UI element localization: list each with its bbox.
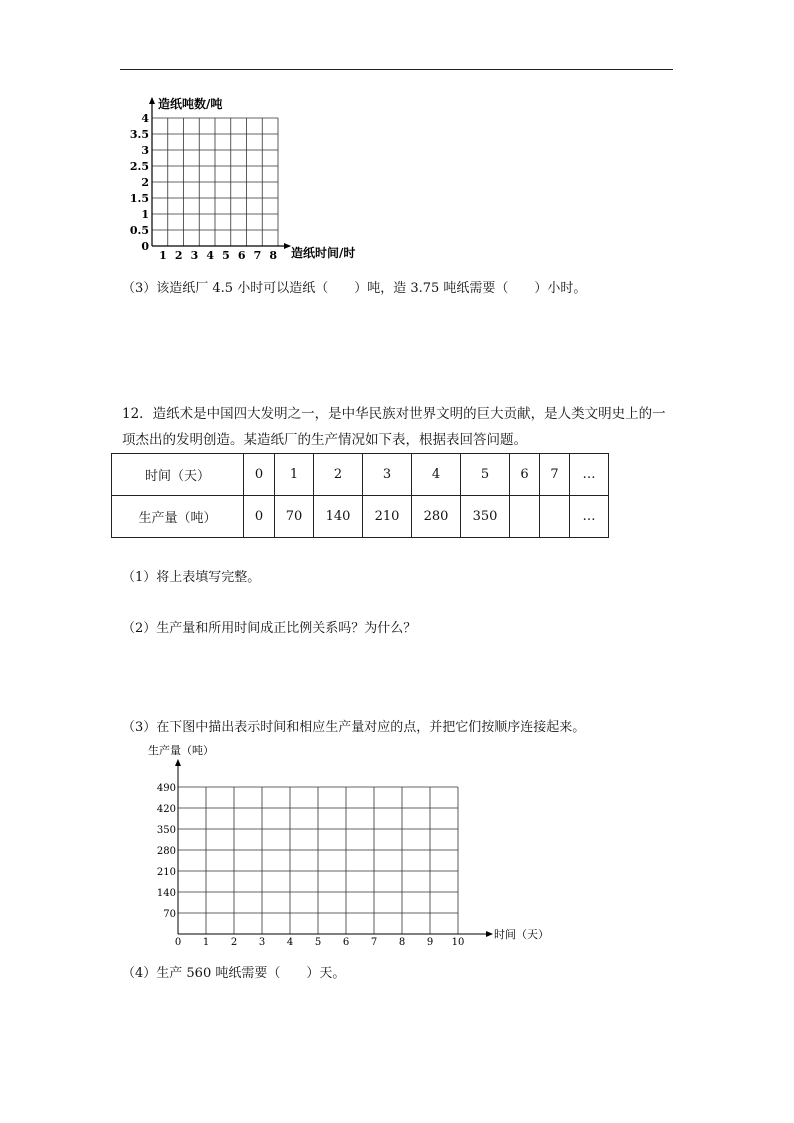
table-cell: 3 bbox=[363, 454, 412, 496]
q12-sub3: （3）在下图中描出表示时间和相应生产量对应的点，并把它们按顺序连接起来。 bbox=[122, 720, 586, 735]
table-cell: 7 bbox=[540, 454, 570, 496]
header-rule bbox=[120, 69, 673, 70]
y-tick-label: 0 bbox=[141, 240, 149, 253]
bottom-chart-ylabel: 生产量（吨） bbox=[148, 744, 214, 757]
q12-sub1: （1）将上表填写完整。 bbox=[122, 570, 261, 585]
x-tick-label: 7 bbox=[370, 937, 378, 948]
y-tick-label: 70 bbox=[163, 909, 176, 920]
bottom-chart-axes bbox=[175, 759, 493, 937]
x-tick-label: 2 bbox=[174, 249, 183, 262]
bottom-chart-grid bbox=[178, 787, 458, 934]
table-cell: 1 bbox=[275, 454, 314, 496]
x-axis-arrow bbox=[284, 243, 291, 249]
x-tick-label: 3 bbox=[190, 249, 199, 262]
x-tick-label: 5 bbox=[222, 249, 230, 262]
table-cell: 4 bbox=[412, 454, 461, 496]
x-tick-label: 6 bbox=[237, 249, 246, 262]
table-cell: 0 bbox=[244, 496, 275, 538]
y-axis-arrow bbox=[149, 97, 155, 104]
x-tick-label: 6 bbox=[342, 937, 350, 948]
table-header-cell: 生产量（吨） bbox=[112, 496, 244, 538]
x-tick-label: 8 bbox=[269, 249, 277, 262]
x-tick-label: 1 bbox=[159, 249, 167, 262]
table-cell: 280 bbox=[412, 496, 461, 538]
table-cell-blank[interactable] bbox=[540, 496, 570, 538]
y-axis-arrow bbox=[175, 759, 181, 766]
x-tick-label: 1 bbox=[202, 937, 210, 948]
bottom-chart-xlabel: 时间（天） bbox=[494, 928, 549, 941]
y-tick-label: 140 bbox=[156, 888, 176, 899]
y-tick-label: 490 bbox=[156, 783, 176, 794]
bottom-chart bbox=[140, 738, 560, 948]
table-cell: 70 bbox=[275, 496, 314, 538]
production-table bbox=[111, 453, 609, 538]
top-chart-xlabel: 造纸时间/时 bbox=[291, 246, 356, 260]
y-tick-label: 210 bbox=[156, 867, 176, 878]
q12-intro-line2: 项杰出的发明创造。某造纸厂的生产情况如下表，根据表回答问题。 bbox=[122, 432, 527, 448]
table-cell: … bbox=[570, 454, 609, 496]
table-cell: 210 bbox=[363, 496, 412, 538]
table-cell: 350 bbox=[461, 496, 510, 538]
x-tick-label: 4 bbox=[286, 937, 294, 948]
table-cell-blank[interactable] bbox=[510, 496, 540, 538]
q12-sub2: （2）生产量和所用时间成正比例关系吗？为什么？ bbox=[122, 621, 417, 636]
y-tick-label: 280 bbox=[156, 846, 176, 857]
table-row bbox=[112, 496, 609, 538]
table-cell: 5 bbox=[461, 454, 510, 496]
y-tick-label: 1 bbox=[141, 208, 149, 221]
y-tick-label: 1.5 bbox=[129, 192, 149, 205]
table-cell: 0 bbox=[244, 454, 275, 496]
y-tick-label: 0.5 bbox=[129, 224, 149, 237]
table-cell: 6 bbox=[510, 454, 540, 496]
y-tick-label: 2.5 bbox=[129, 160, 149, 173]
y-tick-label: 3.5 bbox=[129, 128, 149, 141]
x-tick-label: 9 bbox=[426, 937, 434, 948]
x-tick-label: 0 bbox=[174, 937, 182, 948]
table-cell: … bbox=[570, 496, 609, 538]
y-tick-label: 420 bbox=[156, 804, 176, 815]
y-tick-label: 3 bbox=[141, 144, 149, 157]
top-chart-grid bbox=[152, 118, 278, 246]
x-tick-label: 3 bbox=[258, 937, 266, 948]
top-chart-ylabel: 造纸吨数/吨 bbox=[158, 97, 223, 111]
q12-intro-line1: 12．造纸术是中国四大发明之一，是中华民族对世界文明的巨大贡献，是人类文明史上的一 bbox=[122, 406, 666, 422]
q12-sub4: （4）生产 560 吨纸需要（ ）天。 bbox=[122, 966, 346, 981]
x-tick-label: 8 bbox=[398, 937, 406, 948]
x-tick-label: 2 bbox=[230, 937, 238, 948]
x-tick-label: 7 bbox=[253, 249, 262, 262]
table-row bbox=[112, 454, 609, 496]
y-tick-label: 350 bbox=[156, 825, 176, 836]
table-cell: 2 bbox=[314, 454, 363, 496]
table-cell: 140 bbox=[314, 496, 363, 538]
table-header-cell: 时间（天） bbox=[112, 454, 244, 496]
top-chart bbox=[120, 92, 380, 264]
y-tick-label: 2 bbox=[141, 176, 149, 189]
y-tick-label: 4 bbox=[141, 112, 149, 125]
q11-sub3: （3）该造纸厂 4.5 小时可以造纸（ ）吨，造 3.75 吨纸需要（ ）小时。 bbox=[122, 281, 587, 296]
x-tick-label: 10 bbox=[451, 937, 465, 948]
x-axis-arrow bbox=[486, 931, 493, 937]
top-chart-axes bbox=[149, 97, 291, 249]
x-tick-label: 4 bbox=[206, 249, 214, 262]
x-tick-label: 5 bbox=[314, 937, 322, 948]
